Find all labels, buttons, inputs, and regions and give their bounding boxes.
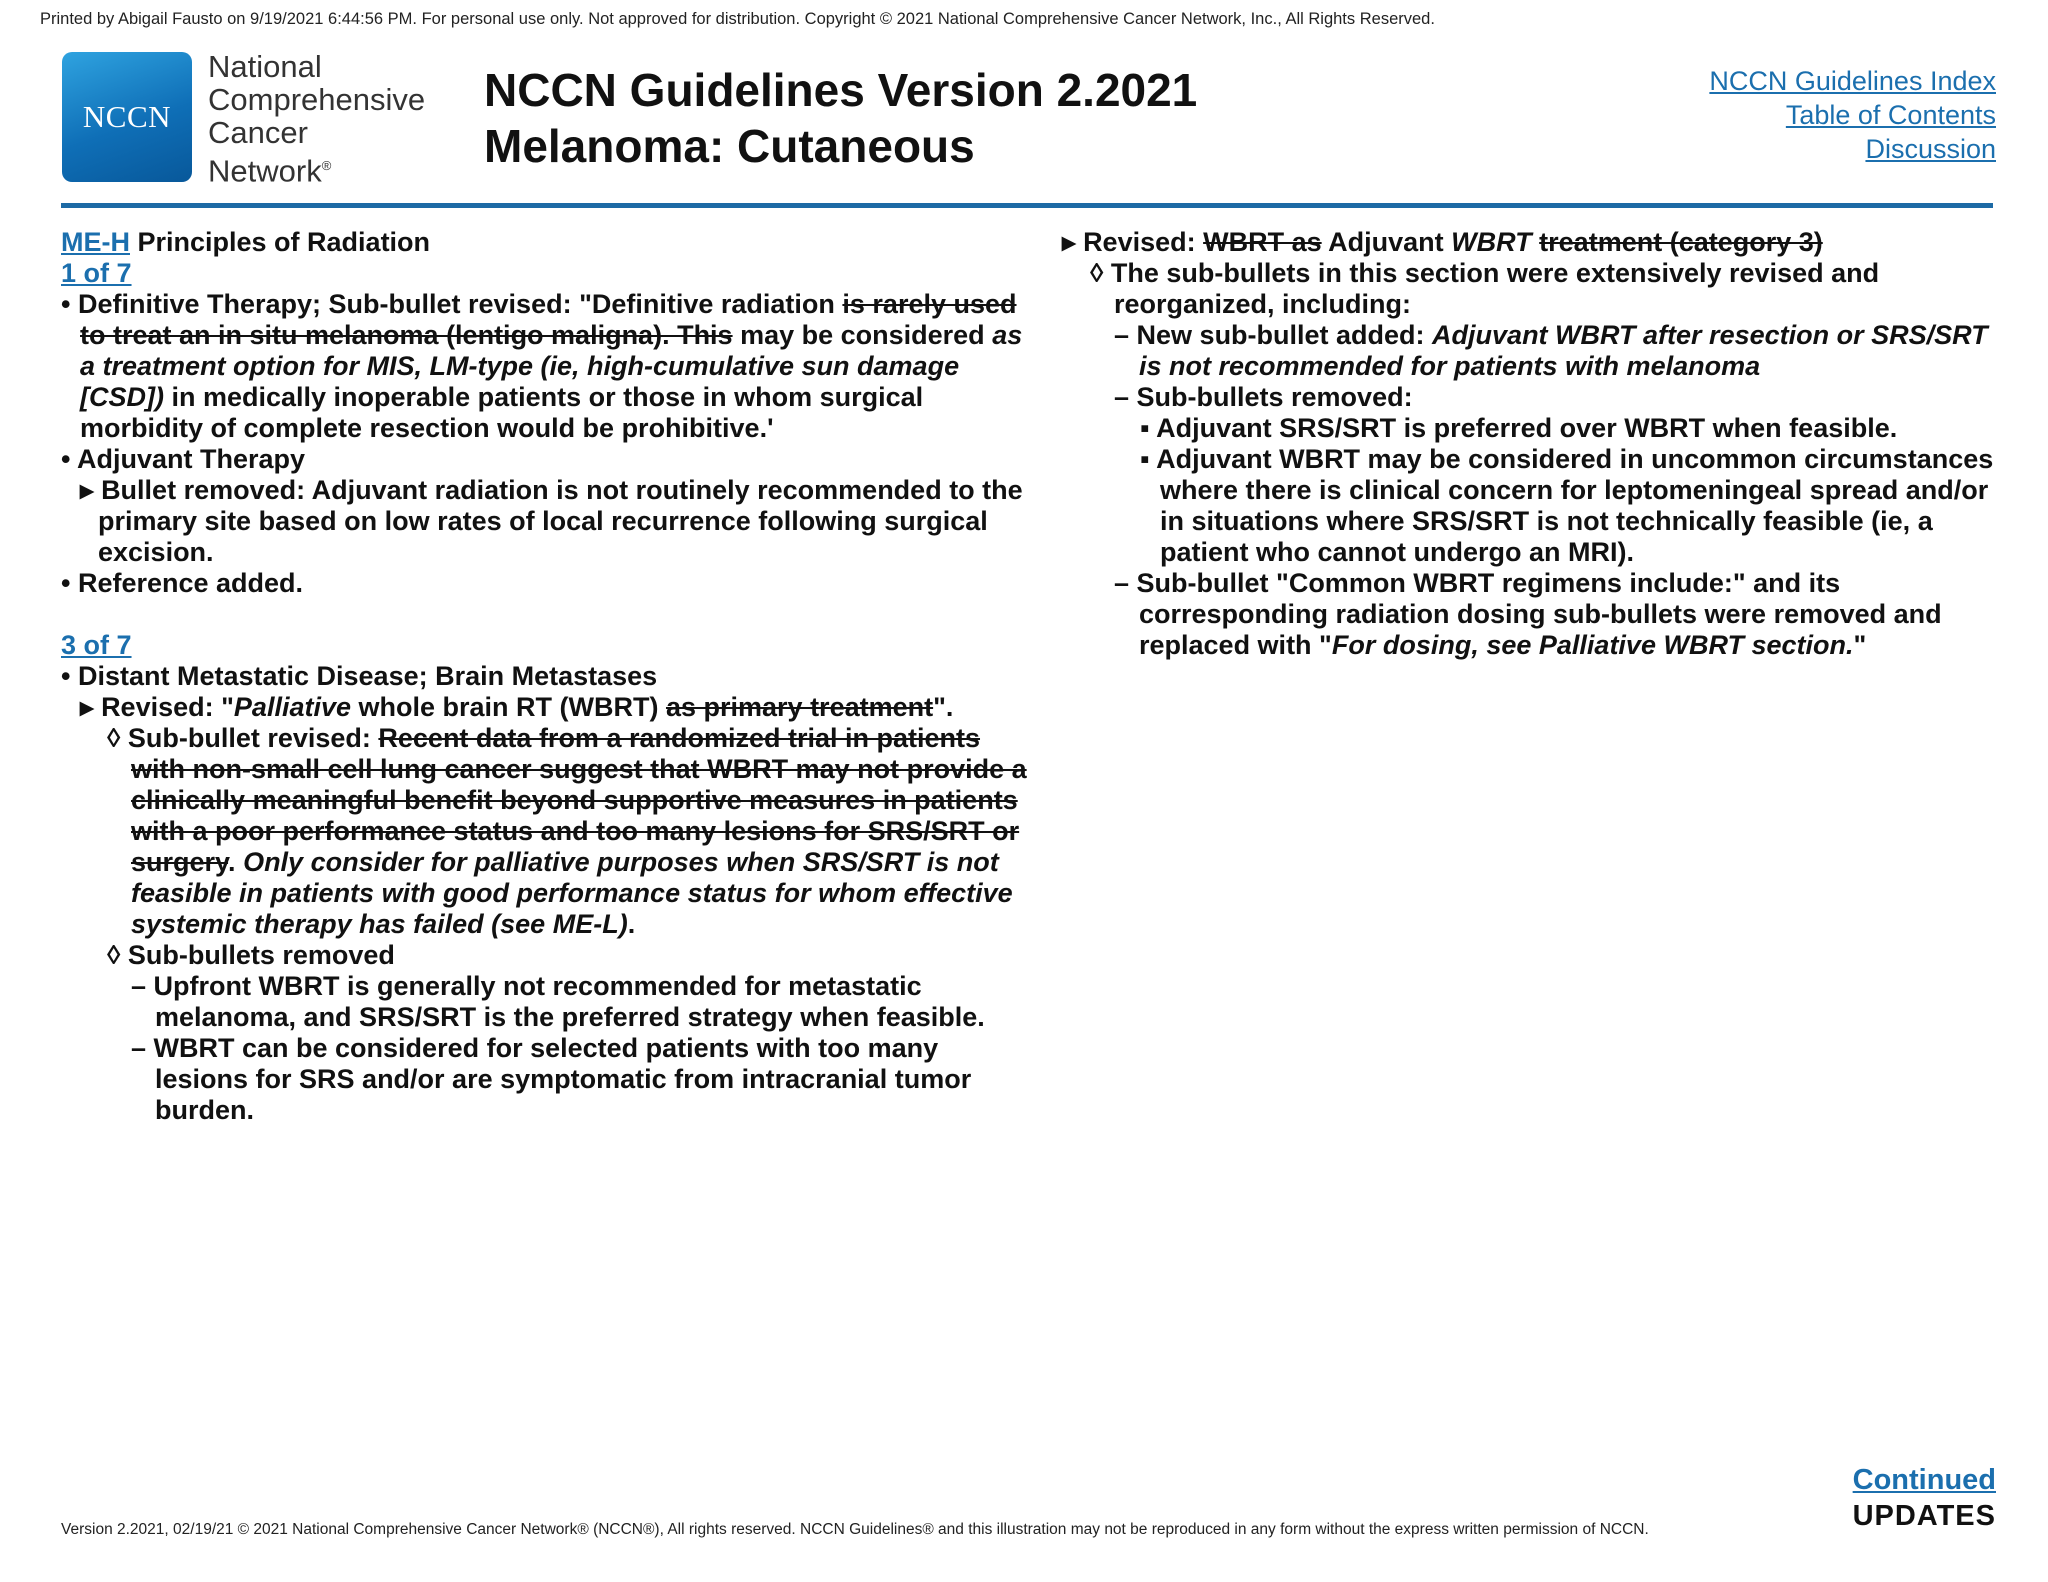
header-divider [61, 203, 1993, 208]
title-topic: Melanoma: Cutaneous [484, 120, 975, 172]
table-of-contents-link[interactable]: Table of Contents [1785, 100, 1996, 130]
page-3-of-7-link[interactable]: 3 of 7 [61, 630, 132, 660]
sub-bullets-removed-item: – Sub-bullets removed: [1114, 382, 1413, 412]
left-column [61, 227, 1031, 1126]
palliative-wbrt-item: ▸ Revised: "Palliative whole brain RT (WBRT) as primary treatment". [80, 692, 954, 722]
distant-metastatic-item: • Distant Metastatic Disease; Brain Metastases [61, 661, 658, 691]
footer-copyright: Version 2.2021, 02/19/21 © 2021 National Comprehensive Cancer Network® (NCCN®), All rights reserved. NCCN Guidelines® and this illustration may not be reproduced in any form without the express written permission of NCCN. [61, 1521, 1649, 1538]
adjuvant-wbrt-item: ▸ Revised: WBRT as Adjuvant WBRT treatment (category 3) [1062, 227, 1823, 257]
right-column [1062, 227, 2002, 661]
sub-bullets-removed-item: ◊ Sub-bullets removed [107, 940, 395, 970]
reorganized-item: ◊ The sub-bullets in this section were extensively revised and reorganized, including: [1090, 258, 1880, 319]
reference-item: • Reference added. [61, 568, 304, 598]
continued-link[interactable]: Continued [1852, 1464, 1996, 1496]
new-sub-bullet-item: – New sub-bullet added: Adjuvant WBRT after resection or SRS/SRT is not recommended for patients with melanoma [1114, 320, 1988, 381]
me-h-link[interactable]: ME-H [61, 227, 130, 257]
logo-line-3: Cancer [208, 115, 308, 150]
removed-item-1: – Upfront WBRT is generally not recommended for metastatic melanoma, and SRS/SRT is the preferred strategy when feasible. [131, 971, 985, 1032]
adjuvant-therapy-item: • Adjuvant Therapy [61, 444, 305, 474]
print-notice: Printed by Abigail Fausto on 9/19/2021 6:44:56 PM. For personal use only. Not approved for distribution. Copyright © 2021 National Comprehensive Cancer Network, Inc., All Rights Reserved. [40, 10, 1435, 28]
top-nav-links [1709, 64, 1996, 166]
discussion-link[interactable]: Discussion [1865, 134, 1996, 164]
logo-org-name [208, 50, 425, 187]
logo-abbrev: NCCN [82, 99, 172, 134]
section-heading: ME-H Principles of Radiation [61, 227, 431, 257]
common-regimens-item: – Sub-bullet "Common WBRT regimens include:" and its corresponding radiation dosing sub-bullets were removed and replaced with "For dosing, see Palliative WBRT section." [1114, 568, 1942, 660]
removed-item-1: ▪ Adjuvant SRS/SRT is preferred over WBRT when feasible. [1140, 413, 1898, 443]
registered-mark: ® [321, 158, 332, 173]
guidelines-index-link[interactable]: NCCN Guidelines Index [1709, 66, 1996, 96]
adjuvant-sub-item: ▸ Bullet removed: Adjuvant radiation is not routinely recommended to the primary site based on low rates of local recurrence following surgical excision. [80, 475, 1023, 567]
logo-line-1: National [208, 49, 322, 84]
sub-bullet-revised-item: ◊ Sub-bullet revised: Recent data from a randomized trial in patients with non-small cell lung cancer suggest that WBRT may not provide a clinically meaningful benefit beyond supportive measures in patients with a poor performance status and too many lesions for SRS/SRT or surgery. Only consider for palliative purposes when SRS/SRT is not feasible in patients with good performance status for whom effective systemic therapy has failed (see ME-L). [107, 723, 1027, 939]
removed-item-2: – WBRT can be considered for selected patients with too many lesions for SRS and/or are symptomatic from intracranial tumor burden. [131, 1033, 972, 1125]
page-title [484, 62, 1197, 174]
logo-line-4: Network® [208, 153, 332, 189]
definitive-therapy-item: • Definitive Therapy; Sub-bullet revised: "Definitive radiation is rarely used to treat an in situ melanoma (lentigo maligna). This may be considered as a treatment option for MIS, LM-type (ie, high-cumulative sun damage [CSD]) in medically inoperable patients or those in whom surgical morbidity of complete resection would be prohibitive.' [61, 289, 1023, 443]
nccn-logo [62, 52, 192, 182]
page-1-of-7-link[interactable]: 1 of 7 [61, 258, 132, 288]
removed-item-2: ▪ Adjuvant WBRT may be considered in uncommon circumstances where there is clinical concern for leptomeningeal spread and/or in situations where SRS/SRT is not technically feasible (ie, a patient who cannot undergo an MRI). [1140, 444, 1994, 567]
updates-label: UPDATES [1852, 1500, 1996, 1532]
title-version: NCCN Guidelines Version 2.2021 [484, 64, 1198, 116]
logo-line-2: Comprehensive [208, 82, 426, 117]
